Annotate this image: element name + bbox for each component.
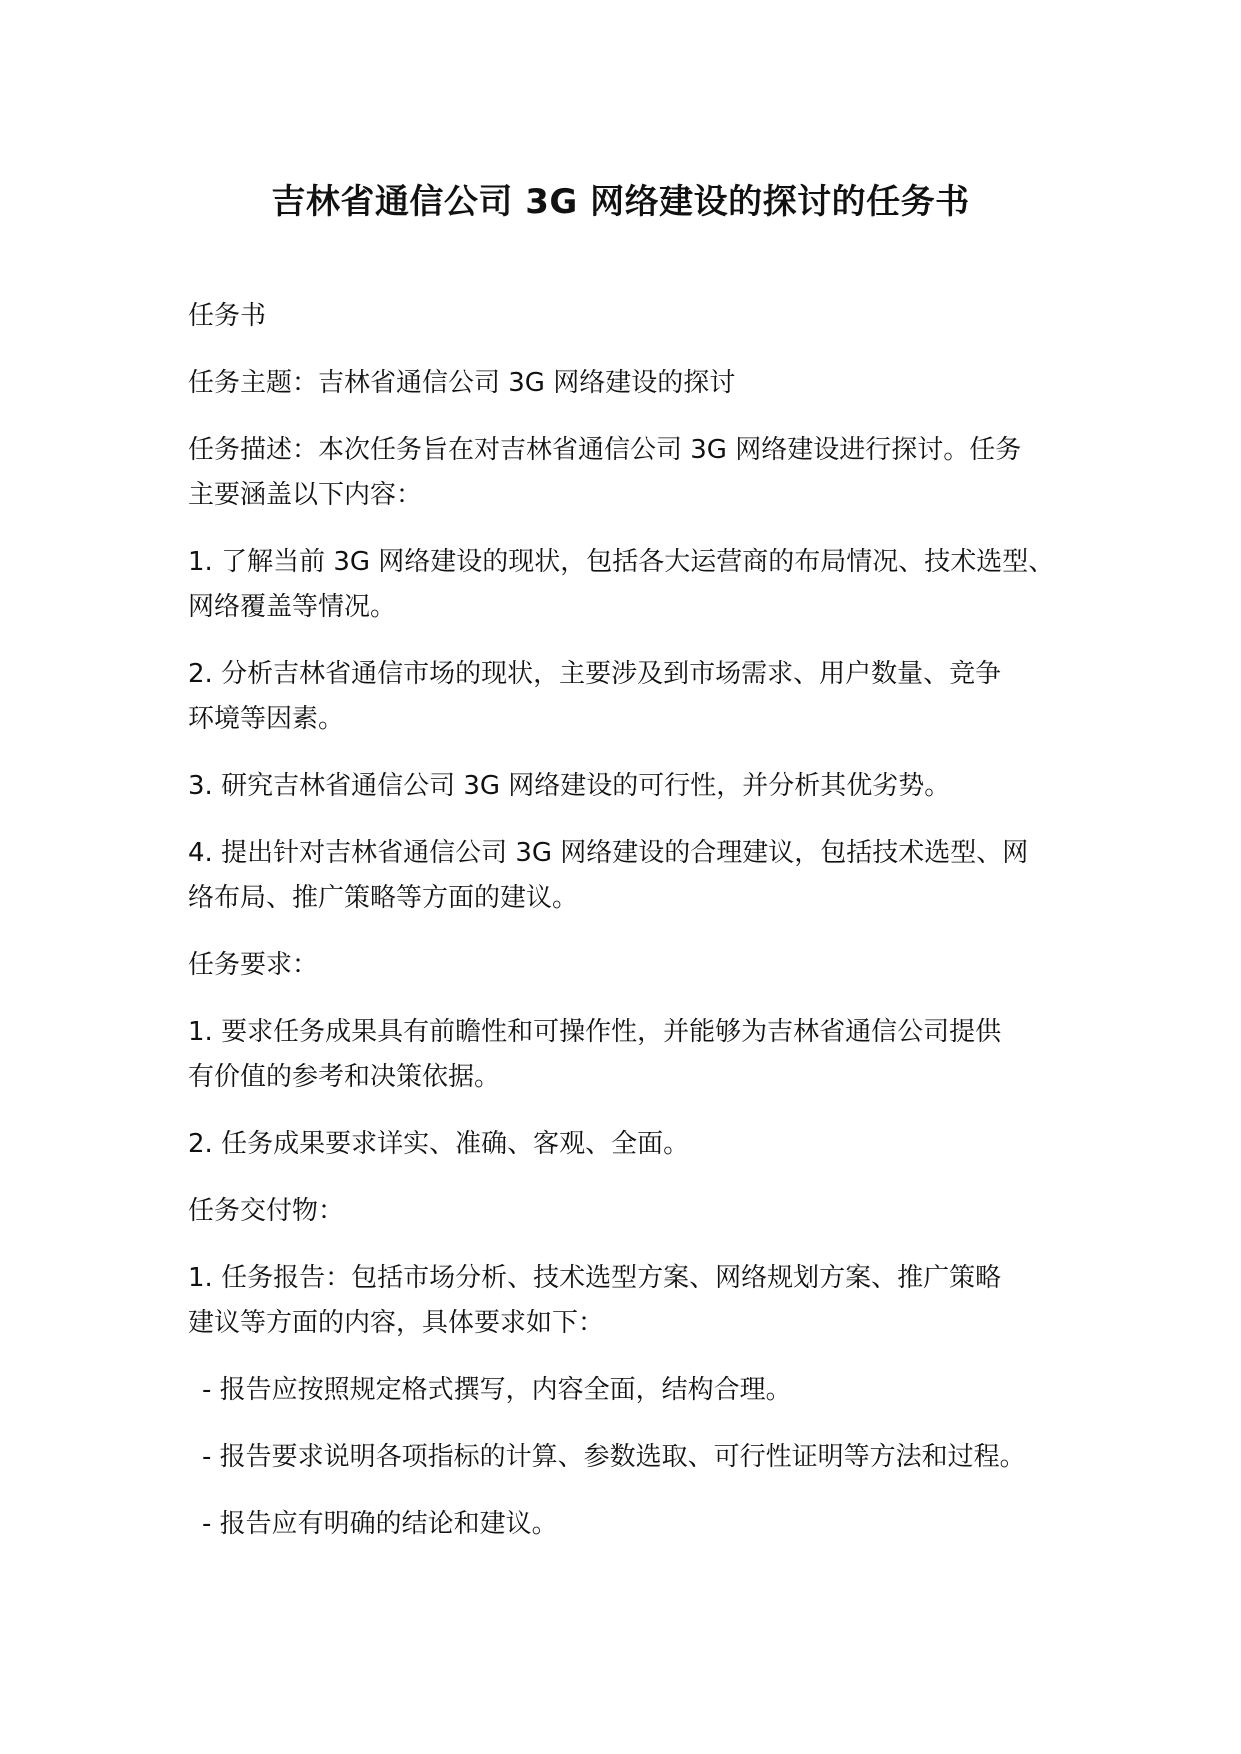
paragraph-line: 任务描述：本次任务旨在对吉林省通信公司 3G 网络建设进行探讨。任务 <box>188 435 1022 465</box>
list-item-requirement-2 <box>188 1122 1068 1167</box>
paragraph-line: 有价值的参考和决策依据。 <box>188 1062 501 1092</box>
paragraph-line: 络布局、推广策略等方面的建议。 <box>188 883 579 913</box>
paragraph-line: 建议等方面的内容，具体要求如下： <box>188 1308 605 1338</box>
paragraph-line: - 报告应有明确的结论和建议。 <box>202 1509 558 1539</box>
document-body <box>188 294 1068 1569</box>
section-heading-deliverables <box>188 1189 1068 1234</box>
paragraph-task-description <box>188 428 1068 518</box>
bullet-item-conclusion <box>188 1502 1068 1547</box>
paragraph-line: 环境等因素。 <box>188 704 345 734</box>
document-title: 吉林省通信公司 3G 网络建设的探讨的任务书 <box>271 182 970 222</box>
list-item-content-1 <box>188 540 1068 630</box>
list-item-content-4 <box>188 831 1068 921</box>
paragraph-task-topic <box>188 361 1068 406</box>
paragraph-line: 1. 要求任务成果具有前瞻性和可操作性，并能够为吉林省通信公司提供 <box>188 1017 1002 1047</box>
paragraph-line: 4. 提出针对吉林省通信公司 3G 网络建设的合理建议，包括技术选型、网 <box>188 838 1029 868</box>
list-item-content-3 <box>188 764 1068 809</box>
paragraph-line: - 报告应按照规定格式撰写，内容全面，结构合理。 <box>202 1375 792 1405</box>
paragraph-line: 3. 研究吉林省通信公司 3G 网络建设的可行性，并分析其优劣势。 <box>188 771 951 801</box>
paragraph-line: 网络覆盖等情况。 <box>188 592 397 622</box>
paragraph-line: 主要涵盖以下内容： <box>188 480 423 510</box>
paragraph-line: 任务交付物： <box>188 1196 345 1226</box>
section-heading-requirements <box>188 943 1068 988</box>
paragraph-line: 1. 了解当前 3G 网络建设的现状，包括各大运营商的布局情况、技术选型、 <box>188 547 1055 577</box>
list-item-content-2 <box>188 652 1068 742</box>
paragraph-line: 任务书 <box>188 301 267 331</box>
paragraph-line: 任务要求： <box>188 950 319 980</box>
paragraph-heading-task-book <box>188 294 1068 339</box>
paragraph-line: - 报告要求说明各项指标的计算、参数选取、可行性证明等方法和过程。 <box>202 1442 1026 1472</box>
paragraph-line: 2. 分析吉林省通信市场的现状，主要涉及到市场需求、用户数量、竞争 <box>188 659 1002 689</box>
paragraph-line: 1. 任务报告：包括市场分析、技术选型方案、网络规划方案、推广策略 <box>188 1263 1002 1293</box>
paragraph-line: 2. 任务成果要求详实、准确、客观、全面。 <box>188 1129 690 1159</box>
list-item-requirement-1 <box>188 1010 1068 1100</box>
paragraph-line: 任务主题：吉林省通信公司 3G 网络建设的探讨 <box>188 368 736 398</box>
bullet-item-methods <box>188 1435 1068 1480</box>
list-item-deliverable-1 <box>188 1256 1068 1346</box>
bullet-item-format <box>188 1368 1068 1413</box>
